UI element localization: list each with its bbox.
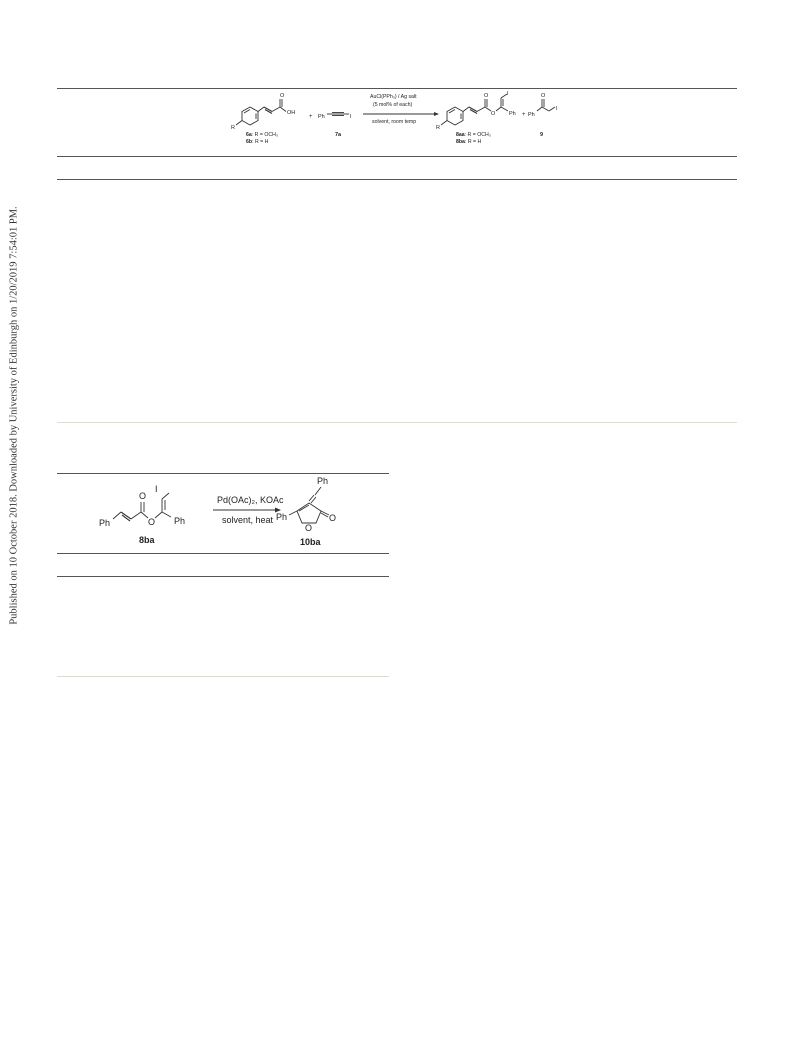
table1-top-rule [57,88,737,89]
product2-carbonyl-oxygen: O [329,513,337,523]
product2-compound-label: 10ba [300,537,321,547]
sm2-carbonyl-oxygen: O [139,491,147,501]
sm-hydroxyl: OH [287,110,296,116]
sm2-ester-oxygen: O [148,517,156,527]
product-r-group: R [436,125,440,131]
product-iodine: I [507,91,509,97]
table2-top-rule [57,473,389,474]
reaction-arrow-1 [363,112,439,116]
iodoacetophenone-structure [537,99,555,111]
product2-phenyl: Ph [276,512,288,522]
product-carbonyl-oxygen: O [484,93,489,99]
plus-sign-1: + [309,114,313,120]
ketone-phenyl: Ph [528,112,535,118]
product-compound-8ba: 8ba: R = H [456,139,482,145]
product-ester-oxygen: O [491,111,496,117]
ketone-compound-label: 9 [540,132,544,138]
alkyne-iodine: I [350,114,352,120]
alkyne-phenyl: Ph [318,114,325,120]
sm2-phenyl: Ph [99,518,111,528]
condition-catalyst: AuCl(PPh₃) / Ag salt [370,94,417,100]
sm-compound-6b: 6b: R = H [246,139,269,145]
sm-compound-6a: 6a: R = OCH₃ [246,132,278,138]
table1-column-rule [57,179,737,180]
sm-oxygen: O [280,93,285,99]
table2-header-rule [57,553,389,554]
plus-sign-2: + [522,112,526,118]
reagent-catalyst: Pd(OAc)₂, KOAc [217,495,284,505]
sm-r-group: R [231,125,235,131]
product2-benzylidene-phenyl: Ph [317,476,329,486]
condition-loading: (5 mol% of each) [373,102,413,108]
product-phenyl: Ph [509,111,516,117]
table1-bottom-rule [57,422,737,423]
sm2-compound-label: 8ba [139,535,155,545]
sm2-iodine: I [155,484,158,494]
product-compound-8aa: 8aa: R = OCH₃ [456,132,491,138]
reaction-scheme-1 [220,90,560,152]
download-watermark [5,200,23,630]
alkyne-triple-bond [327,113,349,116]
sm2-phenyl-2: Ph [174,516,186,526]
reaction-arrow-2 [213,508,281,513]
download-watermark-text: Published on 10 October 2018. Downloaded by University of Edinburgh on 1/20/2019 7:54:01 PM. [8,205,20,625]
butenolide-structure [289,487,329,523]
condition-solvent: solvent, room temp [372,119,417,125]
reagent-conditions: solvent, heat [222,515,274,525]
table2-bottom-rule [57,676,389,677]
enol-ester-structure [441,94,508,125]
table2-column-rule [57,576,389,577]
product2-ring-oxygen: O [305,523,313,533]
ketone-oxygen: O [541,93,546,99]
ketone-iodine: I [556,106,558,112]
cinnamic-acid-structure [236,99,286,125]
reaction-scheme-2 [95,475,355,551]
alkyne-compound-label: 7a [335,132,342,138]
table1-header-rule [57,156,737,157]
